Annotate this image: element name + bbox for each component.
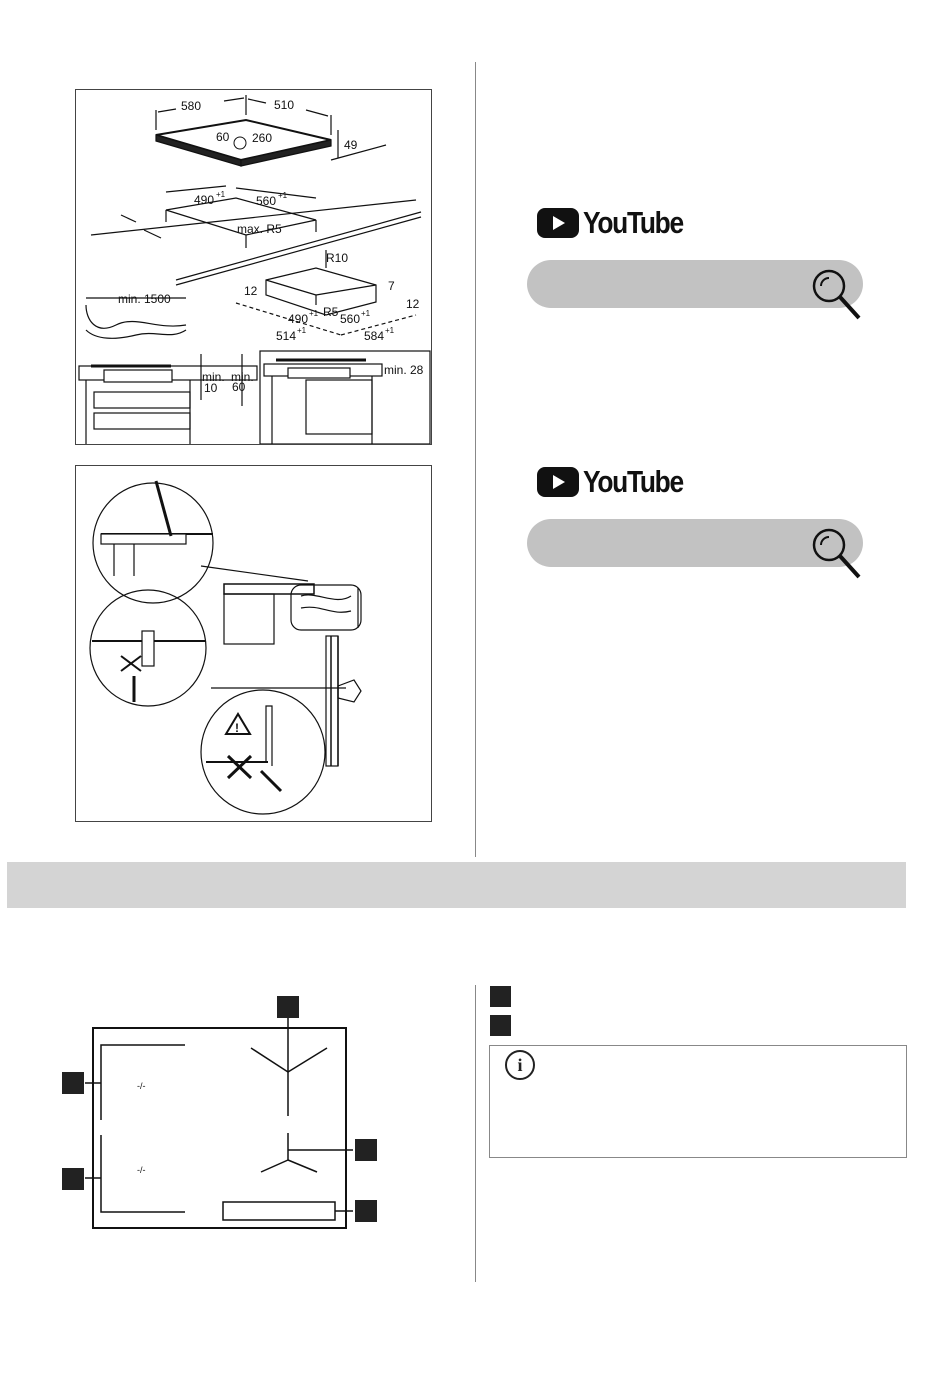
tol-plan-514: +1 <box>297 326 307 335</box>
info-note-box <box>489 1045 907 1158</box>
hob-layout-diagram <box>55 990 395 1230</box>
dim-12-right: 12 <box>406 297 420 311</box>
dim-7: 7 <box>388 279 395 293</box>
video-search-bar-2[interactable] <box>527 519 863 567</box>
dim-49: 49 <box>344 138 358 152</box>
dim-min-label-2: min. <box>231 370 254 384</box>
youtube-logo-2[interactable] <box>537 464 701 500</box>
dim-580: 580 <box>181 99 202 113</box>
tol-plan-490: +1 <box>309 309 319 318</box>
zone-level-mark-2: -/- <box>137 1165 146 1175</box>
info-icon: i <box>505 1050 535 1080</box>
dim-560: 560 <box>256 194 277 208</box>
callout-marker-right-lower <box>355 1200 377 1222</box>
magnifier-icon <box>807 525 871 585</box>
dim-plan-514: 514 <box>276 329 297 343</box>
dim-cable-length: min. 1500 <box>118 292 171 306</box>
dim-min-label-1: min. <box>202 370 225 384</box>
youtube-play-icon <box>537 208 579 238</box>
callout-marker-top <box>277 996 299 1018</box>
youtube-wordmark: YouTube <box>583 205 683 240</box>
dim-12-left: 12 <box>244 284 258 298</box>
dim-r10: R10 <box>326 251 349 265</box>
legend-marker-2 <box>490 1015 511 1036</box>
dim-min-28: min. 28 <box>384 363 424 377</box>
dim-plan-490: 490 <box>288 312 309 326</box>
zone-level-mark-1: -/- <box>137 1081 146 1091</box>
callout-marker-left-lower <box>62 1168 84 1190</box>
youtube-logo-1[interactable] <box>537 205 701 241</box>
magnifier-icon <box>807 266 871 326</box>
video-search-bar-1[interactable] <box>527 260 863 308</box>
column-divider-bottom <box>475 985 476 1282</box>
callout-marker-left-upper <box>62 1072 84 1094</box>
dim-490: 490 <box>194 193 215 207</box>
dim-plan-584: 584 <box>364 329 385 343</box>
dim-60-clearance: 60 <box>232 380 246 394</box>
dim-plan-560: 560 <box>340 312 361 326</box>
tol-560: +1 <box>278 191 288 200</box>
section-header-band <box>7 862 906 908</box>
dim-max-r5: max. R5 <box>237 222 282 236</box>
column-divider-top <box>475 62 476 857</box>
legend-marker-1 <box>490 986 511 1007</box>
dim-510: 510 <box>274 98 295 112</box>
tol-plan-560: +1 <box>361 309 371 318</box>
tol-490: +1 <box>216 190 226 199</box>
hob-layout-drawing <box>55 990 395 1230</box>
callout-marker-right-upper <box>355 1139 377 1161</box>
dim-60: 60 <box>216 130 230 144</box>
dim-10: 10 <box>204 381 218 395</box>
sealing-figure <box>75 465 432 822</box>
tol-plan-584: +1 <box>385 326 395 335</box>
sealing-drawing <box>76 466 431 821</box>
youtube-wordmark: YouTube <box>583 464 683 499</box>
youtube-play-icon <box>537 467 579 497</box>
warning-symbol-icon: ! <box>235 721 239 735</box>
power-symbol-icon <box>234 137 246 149</box>
dim-260: 260 <box>252 131 273 145</box>
installation-dimensions-figure <box>75 89 432 445</box>
dim-r5: R5 <box>323 305 339 319</box>
installation-drawing <box>76 90 431 444</box>
